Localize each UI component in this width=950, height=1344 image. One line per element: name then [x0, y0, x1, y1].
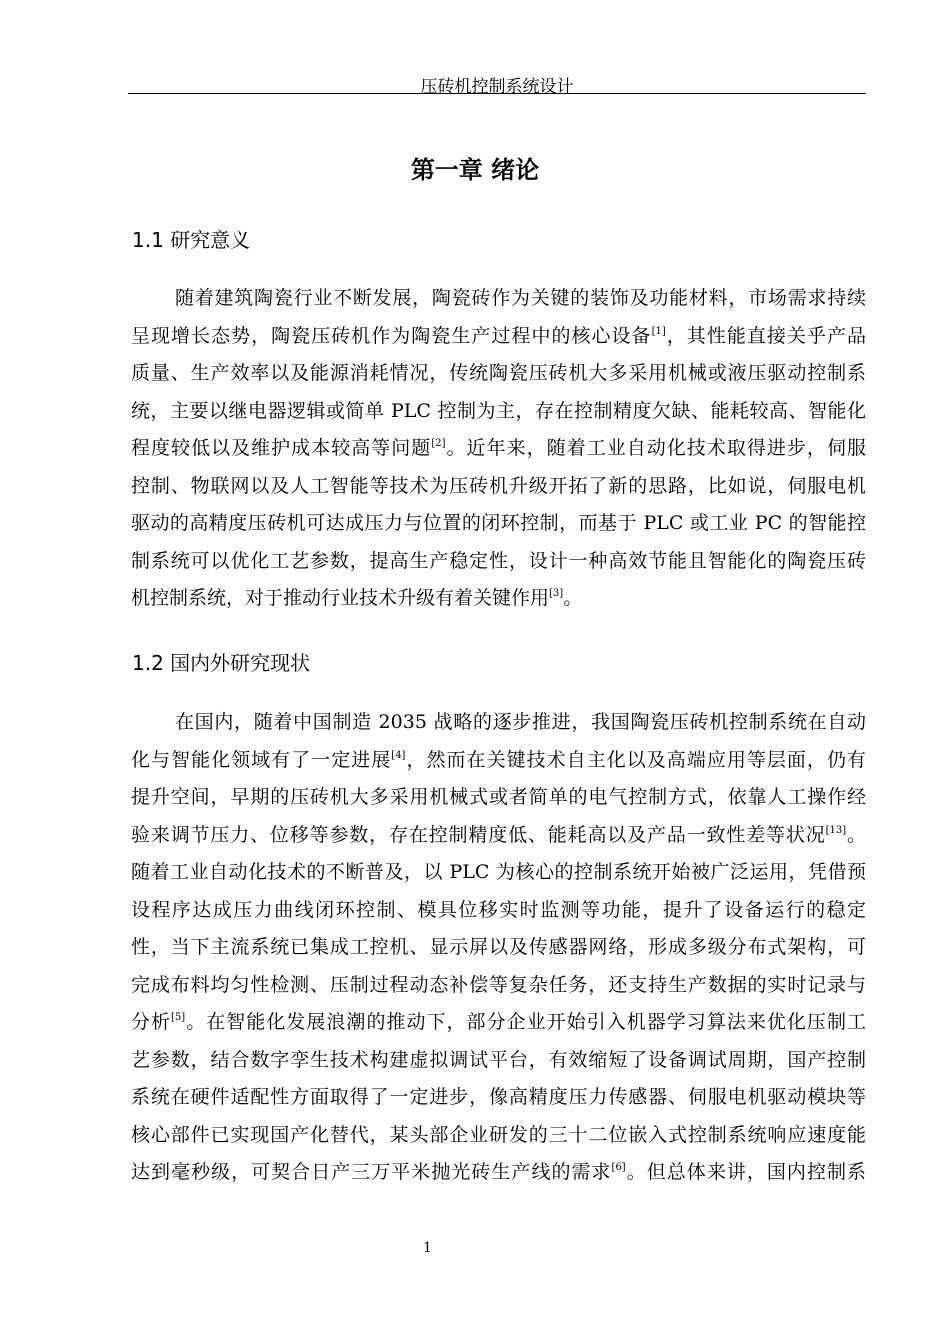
- paragraph-line: [131, 859, 866, 885]
- text-run: 。但总体来讲，国内控制系: [625, 1161, 866, 1183]
- text-run: 分析: [131, 1011, 172, 1033]
- chapter-title: 第一章 绪论: [410, 156, 540, 184]
- text-run: 完成布料均匀性检测、压制过程动态补偿等复杂任务，还支持生产数据的实时记录与: [131, 973, 866, 996]
- text-run: 提升空间，早期的压砖机大多采用机械式或者简单的电气控制方式，依靠人工操作经: [131, 786, 866, 808]
- section-heading-1-1: 1.1 研究意义: [132, 228, 251, 252]
- text-run: 设程序达成压力曲线闭环控制、模具位移实时监测等功能，提升了设备运行的稳定: [131, 898, 866, 921]
- paragraph-line: [131, 1047, 866, 1073]
- citation-ref: [4]: [391, 749, 406, 761]
- text-run: 化与智能化领域有了一定进展: [131, 748, 392, 771]
- text-run: ，其性能直接关乎产品: [665, 324, 866, 347]
- text-run: 。在智能化发展浪潮的推动下，部分企业开始引入机器学习算法来优化压制工: [185, 1011, 866, 1033]
- paragraph-line: [131, 784, 866, 810]
- text-run: 。: [846, 823, 866, 846]
- paragraph-line: [131, 548, 866, 574]
- text-run: 达到毫秒级，可契合日产三万平米抛光砖生产线的需求: [131, 1161, 612, 1183]
- text-run: 在国内，随着中国制造 2035 战略的逐步推进，我国陶瓷压砖机控制系统在自动: [175, 711, 866, 733]
- running-header: 压砖机控制系统设计: [420, 77, 574, 97]
- header-rule: [128, 93, 866, 94]
- paragraph-line: [131, 1122, 866, 1148]
- text-run: 机控制系统，对于推动行业技术升级有着关键作用: [131, 587, 550, 609]
- citation-ref: [6]: [611, 1162, 626, 1173]
- text-run: 质量、生产效率以及能源消耗情况，传统陶瓷压砖机大多采用机械或液压驱动控制系: [131, 362, 866, 384]
- text-run: 控制、物联网以及人工智能等技术为压砖机升级开拓了新的思路，比如说，伺服电机: [131, 474, 866, 497]
- text-run: 。近年来，随着工业自动化技术取得进步，伺服: [445, 437, 866, 459]
- paragraph-line: [131, 360, 866, 386]
- text-run: 性，当下主流系统已集成工控机、显示屏以及传感器网络，形成多级分布式架构，可: [131, 936, 866, 958]
- text-run: 呈现增长态势，陶瓷压砖机作为陶瓷生产过程中的核心设备: [131, 324, 652, 347]
- paragraph-line: [131, 747, 866, 773]
- text-run: 统，主要以继电器逻辑或简单 PLC 控制为主，存在控制精度欠缺、能耗较高、智能化: [131, 399, 866, 422]
- paragraph-line: [175, 285, 866, 311]
- paragraph-line: [131, 897, 866, 923]
- paragraph-line: [131, 585, 866, 611]
- citation-ref: [13]: [825, 824, 847, 836]
- paragraph-line: [131, 473, 866, 499]
- paragraph-line: [131, 1084, 866, 1110]
- text-run: 系统在硬件适配性方面取得了一定进步，像高精度压力传感器、伺服电机驱动模块等: [131, 1086, 866, 1108]
- paragraph-line: [131, 398, 866, 424]
- text-run: 随着工业自动化技术的不断普及，以 PLC 为核心的控制系统开始被广泛运用，凭借预: [131, 861, 866, 883]
- page-number: 1: [423, 1240, 432, 1256]
- paragraph-line: [131, 435, 866, 461]
- citation-ref: [2]: [431, 438, 446, 449]
- paragraph-line: [131, 972, 866, 998]
- text-run: 核心部件已实现国产化替代，某头部企业研发的三十二位嵌入式控制系统响应速度能: [131, 1123, 866, 1146]
- text-run: 随着建筑陶瓷行业不断发展，陶瓷砖作为关键的装饰及功能材料，市场需求持续: [175, 287, 866, 309]
- text-run: ，然而在关键技术自主化以及高端应用等层面，仍有: [405, 748, 866, 771]
- text-run: 驱动的高精度压砖机可达成压力与位置的闭环控制，而基于 PLC 或工业 PC 的智能控: [131, 512, 866, 534]
- text-run: 制系统可以优化工艺参数，提高生产稳定性，设计一种高效节能且智能化的陶瓷压砖: [131, 549, 866, 572]
- text-run: 艺参数，结合数字孪生技术构建虚拟调试平台，有效缩短了设备调试周期，国产控制: [131, 1048, 866, 1071]
- paragraph-line: [131, 1009, 866, 1035]
- text-run: 验来调节压力、位移等参数，存在控制精度低、能耗高以及产品一致性差等状况: [131, 823, 826, 846]
- paragraph-line: [175, 709, 866, 735]
- section-heading-1-2: 1.2 国内外研究现状: [132, 651, 311, 675]
- text-run: 。: [563, 587, 583, 609]
- citation-ref: [1]: [651, 325, 666, 337]
- paragraph-line: [131, 323, 866, 349]
- paragraph-line: [131, 934, 866, 960]
- text-run: 程度较低以及维护成本较高等问题: [131, 437, 432, 459]
- paragraph-line: [131, 510, 866, 536]
- paragraph-line: [131, 1159, 866, 1185]
- citation-ref: [3]: [549, 588, 564, 599]
- paragraph-line: [131, 822, 866, 848]
- citation-ref: [5]: [171, 1012, 186, 1023]
